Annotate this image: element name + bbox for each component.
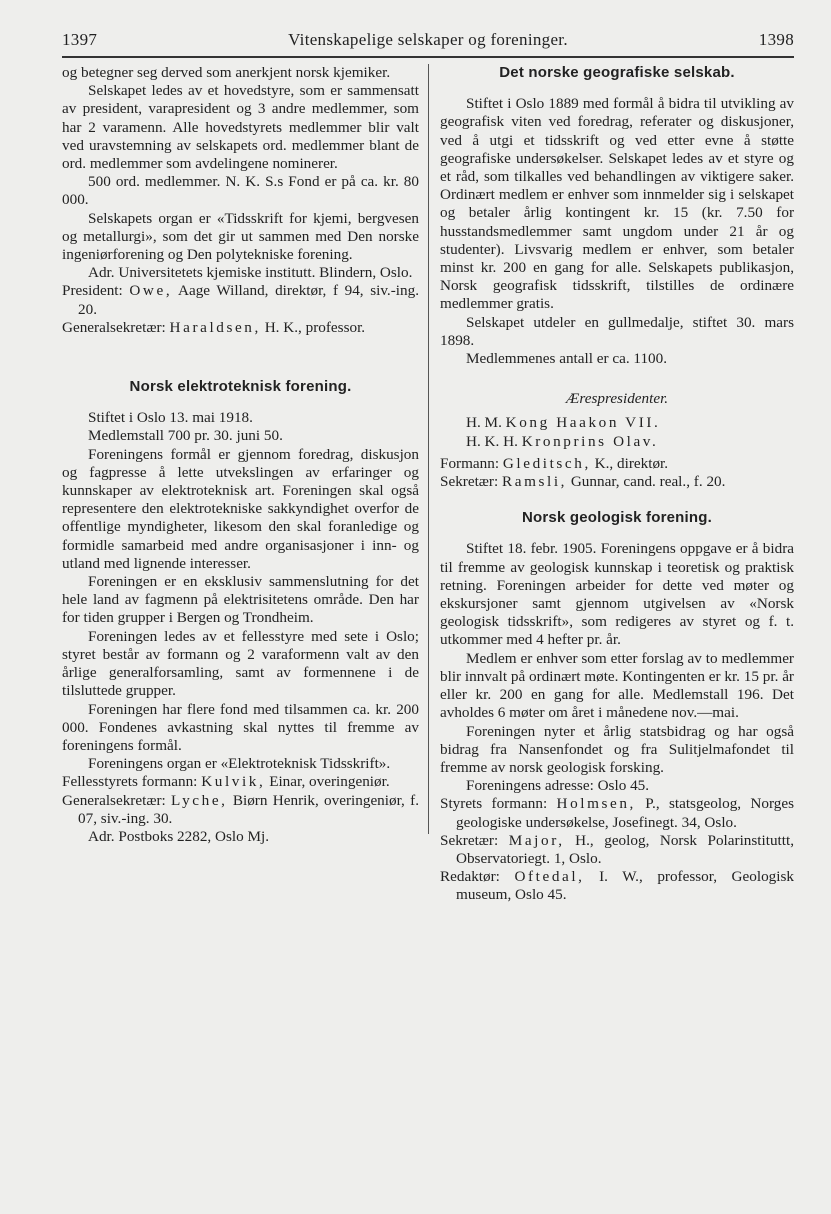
address: Foreningens adresse: Oslo 45. <box>466 777 650 795</box>
officer-name: Haraldsen, <box>169 318 261 336</box>
geografi-section <box>440 64 794 491</box>
honorary-prefix: H. K. H. <box>466 432 518 450</box>
honorary-entry <box>440 433 794 451</box>
officer-label: Generalsekretær: <box>62 791 166 809</box>
honorary-name: Kong Haakon VII. <box>505 414 661 432</box>
officer-name: Major, <box>508 831 565 849</box>
officer-entry <box>440 795 794 831</box>
officer-entry <box>62 792 419 828</box>
address: Adr. Universitetets kjemiske institutt. Blindern, Oslo. <box>88 264 413 282</box>
officer-details: H. K., professor. <box>260 318 366 336</box>
officer-details: Einar, overingeniør. <box>265 773 390 791</box>
page-number-left: 1397 <box>62 30 98 49</box>
officer-name: Gleditsch, <box>502 454 591 472</box>
section-heading: Norsk geologisk forening. <box>521 509 713 527</box>
officer-entry <box>440 473 794 491</box>
officer-entry <box>62 282 419 318</box>
officer-details: P., statsgeolog, Norges geologiske undersøkelse, Josefinegt. 34, Oslo. <box>456 795 794 831</box>
officer-label: Styrets formann: <box>440 795 548 813</box>
officer-entry <box>62 773 419 791</box>
header-rule <box>62 56 794 58</box>
page-header <box>62 26 794 52</box>
paragraph: Stiftet 18. febr. 1905. Foreningens oppgave er å bidra til fremme av geologisk kunnskap i teoretisk og praktisk retning. Foreningen arbeider for dette ved møter og ekskursjoner samt gjennom utgivelsen av «Norsk geologisk tidsskrift», som redigeres av styret og f. t. utkommer med 4 hefter pr. år. <box>440 540 794 649</box>
officer-label: President: <box>62 282 123 300</box>
address: Adr. Postboks 2282, Oslo Mj. <box>88 827 270 845</box>
officer-entry <box>440 868 794 904</box>
officer-details: Aage Willand, direktør, f 94, siv.-ing. 20. <box>78 282 419 318</box>
officer-name: Owe, <box>129 282 173 300</box>
honorary-prefix: H. M. <box>466 414 502 432</box>
section-heading: Norsk elektroteknisk forening. <box>129 378 352 396</box>
paragraph: og betegner seg derved som anerkjent norsk kjemiker. <box>62 64 391 81</box>
officer-label: Formann: <box>440 454 500 472</box>
officer-name: Holmsen, <box>556 795 636 813</box>
geologi-section <box>440 509 794 904</box>
officer-name: Ramsli, <box>502 473 568 491</box>
elektro-section <box>62 378 419 846</box>
section-heading: Det norske geografiske selskab. <box>499 64 735 81</box>
officer-label: Fellesstyrets formann: <box>62 773 198 791</box>
honorary-entry <box>440 414 794 432</box>
officer-name: Oftedal, <box>514 868 585 886</box>
members-line: Medlemstall 700 pr. 30. juni 50. <box>88 427 283 445</box>
paragraph: Medlemmenes antall er ca. 1100. <box>466 350 668 368</box>
paragraph: Medlem er enhver som etter forslag av to medlemmer blir innvalt på ordinært møte. Kontingenten er kr. 15 pr. år eller kr. 200 en gang for alle. Medlemstall 196. Det avholdes 6 møter om året i månedene nov.—mai. <box>440 649 794 722</box>
paragraph: Selskapet ledes av et hovedstyre, som er sammensatt av president, varapresident og 3 andre medlemmer, som har 2 varamenn. Alle hovedstyrets medlemmer blir valt ved uravstemning av selskapets ord. medlemmer blant de ord. medlemmer som avdelingene nominerer. <box>62 82 419 173</box>
paragraph: Foreningens organ er «Elektroteknisk Tidsskrift». <box>88 755 391 773</box>
running-title: Vitenskapelige selskaper og foreninger. <box>288 30 568 49</box>
paragraph: Selskapets organ er «Tidsskrift for kjemi, bergvesen og metallurgi», som det gir ut sammen med Den norske ingeniørforening og Den polytekniske forening. <box>62 209 419 264</box>
officer-entry <box>440 832 794 868</box>
founded-line: Stiftet i Oslo 13. mai 1918. <box>88 409 253 427</box>
paragraph: Foreningen ledes av et fellesstyre med sete i Oslo; styret består av formann og 2 varaformenn valt av den årlige generalforsamling, samt av formennene i de tilsluttede grupper. <box>62 627 419 700</box>
subheading-honorary: Ærespresidenter. <box>565 390 669 408</box>
officer-name: Kulvik, <box>201 773 266 791</box>
officer-label: Generalsekretær: <box>62 318 166 336</box>
officer-details: I. W., professor, Geologisk museum, Oslo 45. <box>456 868 794 904</box>
honorary-name: Kronprins Olav. <box>521 432 659 450</box>
paragraph: Foreningen er en eksklusiv sammenslutning for det hele land av fagmenn på elektrisitetens område. Den har for tiden grupper i Bergen og Trondheim. <box>62 573 419 627</box>
paragraph: Selskapet utdeler en gullmedalje, stiftet 30. mars 1898. <box>440 313 794 349</box>
officer-details: Gunnar, cand. real., f. 20. <box>567 473 726 491</box>
kjemi-section-continued <box>62 64 419 337</box>
officer-details: K., direktør. <box>590 454 669 472</box>
officer-entry <box>440 455 794 473</box>
officer-details: H., geolog, Norsk Polarinstituttt, Observatoriegt. 1, Oslo. <box>456 831 794 867</box>
officer-label: Redaktør: <box>440 868 500 886</box>
page-number-right: 1398 <box>758 30 794 49</box>
officer-label: Sekretær: <box>440 831 499 849</box>
paragraph: Foreningen nyter et årlig statsbidrag og har også bidrag fra Nansenfondet og fra Sulitjelmafondet til fremme av norsk geologisk forsking. <box>440 722 794 776</box>
left-column <box>62 64 419 846</box>
officer-label: Sekretær: <box>440 473 499 491</box>
paragraph: Foreningens formål er gjennom foredrag, diskusjon og fagpresse å lette utvekslingen av erfaringer og kunnskaper av elektroteknisk art. Foreningen skal også representere den elektrotekniske sakkyndighet overfor de offentlige myndigheter, likesom den skal foranledige og formidle samarbeid med andre organisasjoner i inn- og utland med lignende interesser. <box>62 445 419 572</box>
right-column <box>440 64 794 905</box>
paragraph: Stiftet i Oslo 1889 med formål å bidra til utvikling av geografisk viten ved foredrag, referater og diskusjoner, ved å utgi et tidsskrift og ved etter evne å støtte geografiske undersøkelser. Selskapet ledes av et styre og et råd, som tilkalles ved behandlingen av viktigere saker. Ordinært medlem er enhver som innmelder sig i selskapet og betaler årlig kontingent kr. 15 (kr. 7.50 for husstandsmedlemmer samt ungdom under 21 år og studenter). Livsvarig medlem er enhver, som betaler minst kr. 200 en gang for alle. Selskapets publikasjon, Norsk geografisk tidsskrift, tilstilles de ordinære medlemmer gratis. <box>440 95 794 313</box>
paragraph: Foreningen har flere fond med tilsammen ca. kr. 200 000. Fondenes avkastning skal nyttes til fremme av foreningens formål. <box>62 700 419 754</box>
paragraph: 500 ord. medlemmer. N. K. S.s Fond er på ca. kr. 80 000. <box>62 173 419 209</box>
officer-name: Lyche, <box>171 791 228 809</box>
officer-details: Biørn Henrik, overingeniør, f. 07, siv.-ing. 30. <box>78 791 419 827</box>
officer-entry <box>62 319 419 337</box>
column-divider <box>428 64 429 834</box>
